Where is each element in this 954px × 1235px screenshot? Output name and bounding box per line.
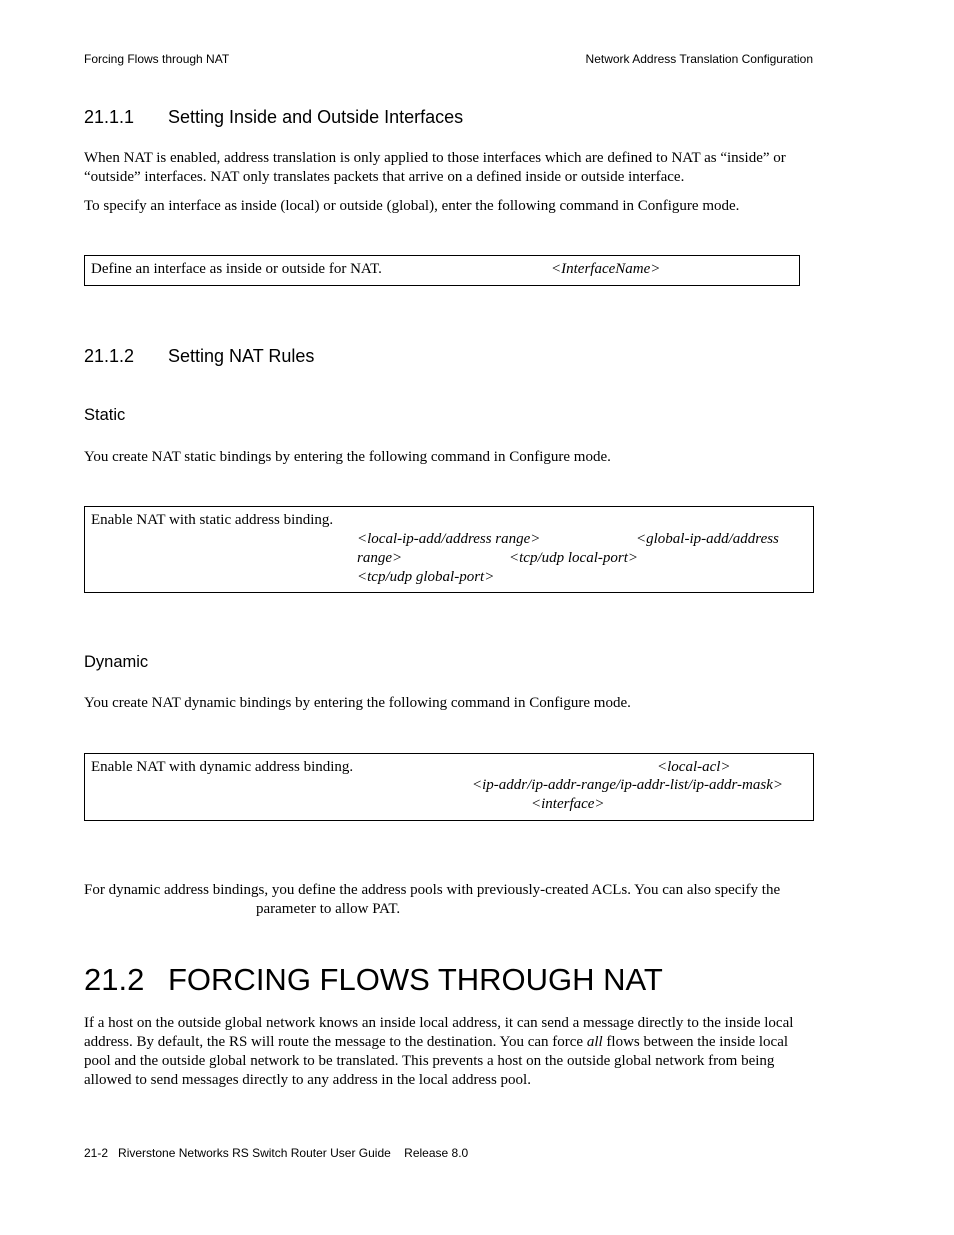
subheading-static: Static — [84, 406, 126, 424]
table-arg-local-port: <tcp/udp local-port> — [509, 550, 638, 566]
paragraph-text-part1: If a host on the outside global network knows an inside local address, it can send a message directly to the inside local address. By default, the RS will route the message to the destination. You can force — [84, 1015, 794, 1050]
paragraph-forcing-flows — [84, 1014, 814, 1090]
chapter-section-heading-21-2 — [84, 962, 784, 1002]
paragraph-dynamic-pools-line1: For dynamic address bindings, you define the address pools with previously-created ACLs. You can also specify the — [84, 882, 781, 898]
table-description: Define an interface as inside or outside for NAT. — [91, 261, 382, 277]
paragraph-italic-all: all — [586, 1034, 603, 1050]
section-title: FORCING FLOWS THROUGH NAT — [168, 962, 663, 997]
paragraph-specify-interface: To specify an interface as inside (local) or outside (global), enter the following command in Configure mode. — [84, 198, 740, 214]
table-arg-interface: <interface> — [531, 796, 605, 812]
command-table-interface — [84, 255, 800, 286]
table-arg-local-acl: <local-acl> — [657, 759, 731, 775]
footer-page-number: 21-2 — [84, 1146, 109, 1160]
command-table-dynamic — [84, 753, 814, 821]
paragraph-inside-outside-intro: When NAT is enabled, address translation is only applied to those interfaces which are defined to NAT as “inside” or “outside” interfaces. NAT only translates packets that arrive on a defined inside or outside interface. — [84, 150, 786, 185]
footer-guide-title: Riverstone Networks RS Switch Router User Guide — [118, 1146, 391, 1160]
paragraph-dynamic-pools-line2: parameter to allow PAT. — [256, 901, 401, 917]
section-number: 21.1.2 — [84, 346, 135, 366]
table-arg-global-ip: <global-ip-add/address — [636, 531, 779, 547]
section-title: Setting Inside and Outside Interfaces — [168, 107, 464, 127]
table-arg-local-ip: <local-ip-add/address range> — [357, 531, 541, 547]
footer-release: Release 8.0 — [404, 1146, 469, 1160]
running-header-left: Forcing Flows through NAT — [84, 52, 230, 66]
table-description: Enable NAT with static address binding. — [91, 512, 334, 528]
table-arg-global-port: <tcp/udp global-port> — [357, 569, 495, 585]
table-description: Enable NAT with dynamic address binding. — [91, 759, 354, 775]
running-header-right: Network Address Translation Configuration — [585, 52, 813, 66]
table-command-argument: <InterfaceName> — [551, 261, 661, 277]
section-heading-21-1-1 — [84, 107, 784, 131]
paragraph-text-part2: flows between the inside local pool and the outside global network to be translated. This prevents a host on the outside global network from being allowed to send messages directly to any address in the local address pool. — [84, 1034, 789, 1088]
paragraph-static-bindings: You create NAT static bindings by entering the following command in Configure mode. — [84, 449, 611, 465]
section-heading-21-1-2 — [84, 346, 784, 370]
page-footer — [84, 1146, 468, 1160]
subheading-dynamic: Dynamic — [84, 653, 149, 671]
section-number: 21.1.1 — [84, 107, 135, 127]
paragraph-dynamic-bindings: You create NAT dynamic bindings by entering the following command in Configure mode. — [84, 695, 631, 711]
table-arg-ip-addr: <ip-addr/ip-addr-range/ip-addr-list/ip-addr-mask> — [472, 777, 783, 793]
table-arg-range: range> — [357, 550, 403, 566]
command-table-static — [84, 506, 814, 593]
section-number: 21.2 — [84, 962, 145, 997]
section-title: Setting NAT Rules — [168, 346, 315, 366]
